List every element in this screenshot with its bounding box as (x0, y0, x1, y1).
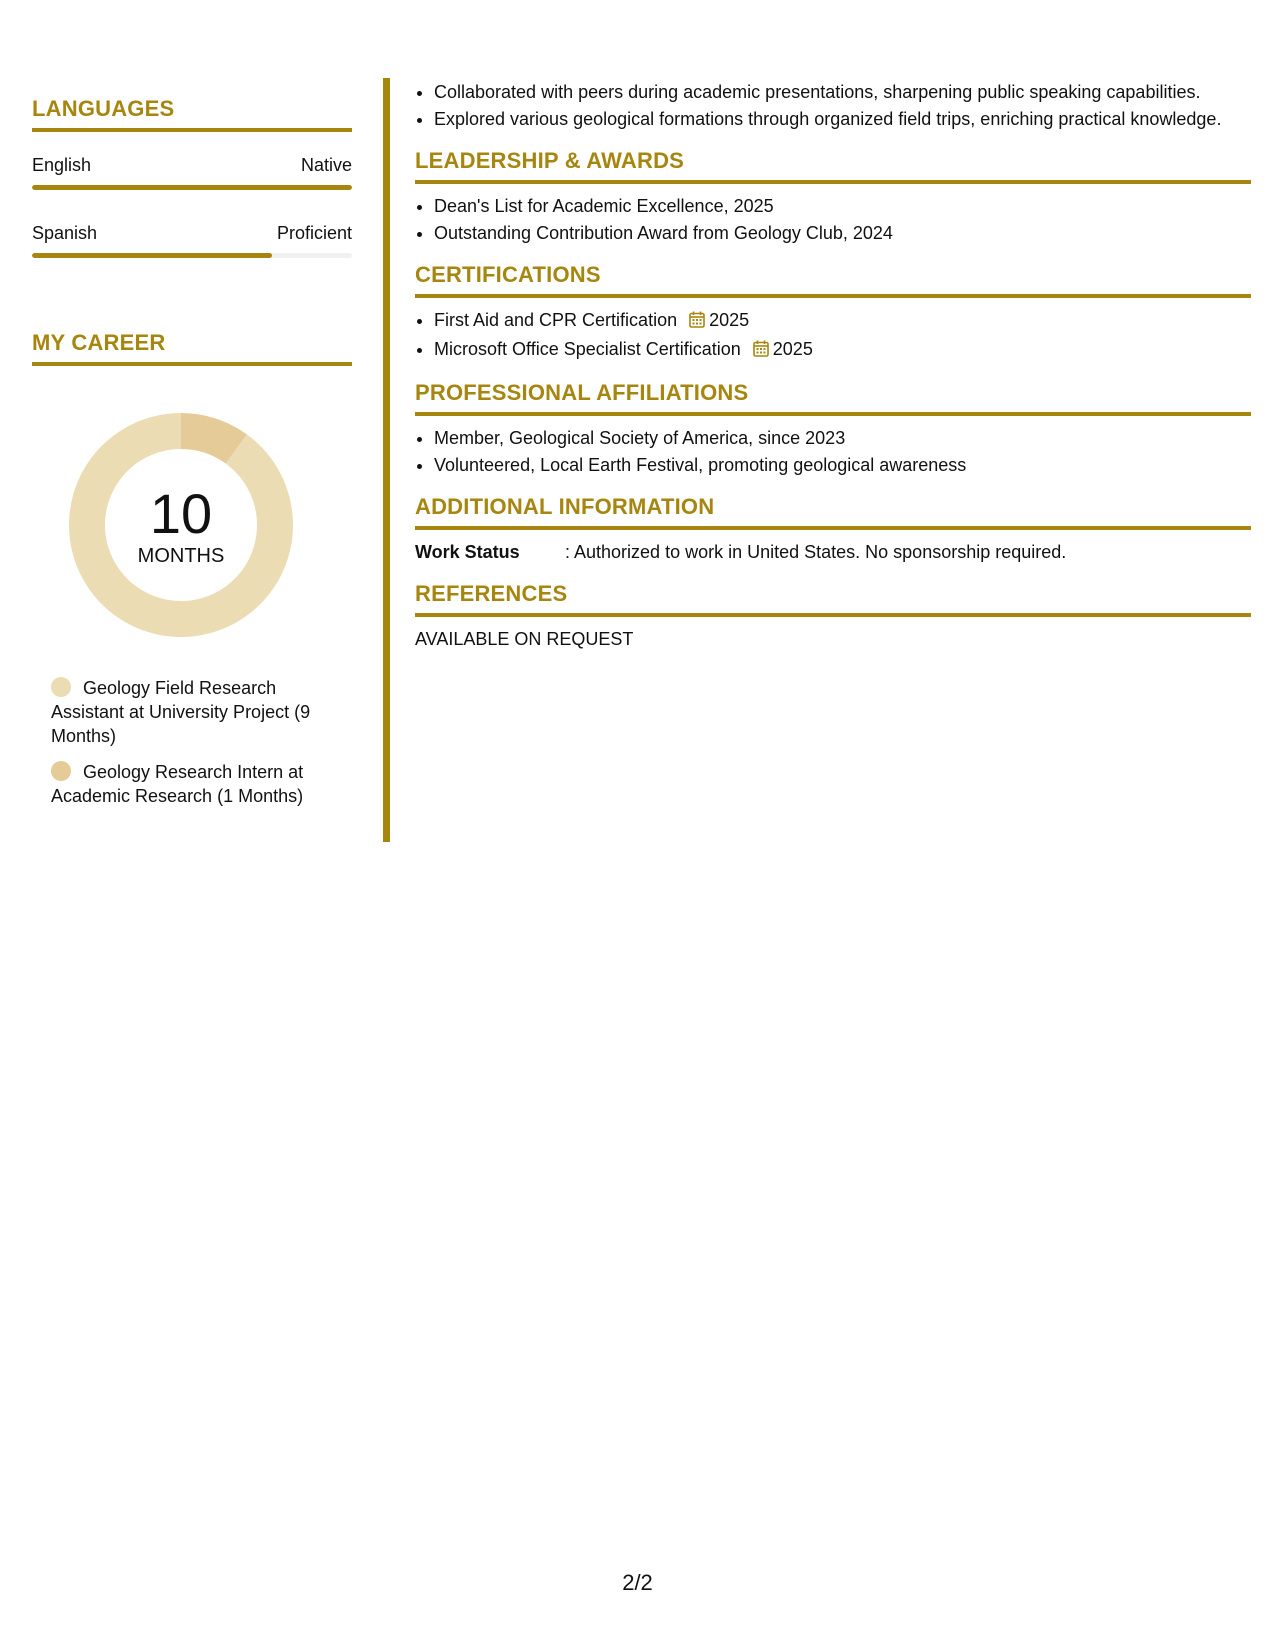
main-content (415, 78, 1251, 651)
certification-year: 2025 (772, 339, 813, 359)
certifications-heading: CERTIFICATIONS (415, 262, 1251, 298)
leadership-heading: LEADERSHIP & AWARDS (415, 148, 1251, 184)
donut-center (66, 410, 296, 640)
language-name: Spanish (32, 223, 98, 243)
language-item (32, 222, 352, 258)
work-status-label: Work Status (415, 542, 520, 562)
calendar-icon (689, 310, 705, 334)
sidebar (32, 80, 352, 820)
legend-label: Geology Research Intern at Academic Research (1 Months) (51, 762, 304, 806)
list-item: • Explored various geological formations through organized field trips, enriching practical knowledge. (434, 107, 1251, 131)
language-bar-track (32, 185, 352, 190)
certification-name: First Aid and CPR Certification (434, 310, 678, 330)
certification-year: 2025 (709, 310, 750, 330)
language-bar-fill (32, 253, 272, 258)
languages-heading: LANGUAGES (32, 96, 352, 132)
leadership-list (415, 194, 1251, 245)
list-item: • Outstanding Contribution Award from Geology Club, 2024 (434, 221, 1251, 245)
experience-bullets (415, 80, 1251, 131)
additional-info-heading: ADDITIONAL INFORMATION (415, 494, 1251, 530)
list-item: • Dean's List for Academic Excellence, 2025 (434, 194, 1251, 218)
list-item: • Member, Geological Society of America, since 2023 (434, 426, 1251, 450)
career-legend (51, 676, 341, 808)
language-bar-fill (32, 185, 352, 190)
references-heading: REFERENCES (415, 581, 1251, 617)
legend-item (51, 676, 341, 748)
language-item (32, 154, 352, 190)
affiliations-list (415, 426, 1251, 477)
career-total-unit: MONTHS (137, 545, 225, 567)
column-divider (383, 78, 390, 842)
work-status-value: : Authorized to work in United States. No sponsorship required. (565, 542, 1067, 562)
page-number: 2/2 (622, 1570, 653, 1595)
list-item (434, 337, 1251, 363)
legend-dot (51, 761, 71, 781)
career-total-value: 10 (149, 482, 213, 545)
languages-section (32, 96, 352, 258)
career-section (32, 330, 352, 808)
language-level: Native (300, 155, 352, 175)
list-item: • Volunteered, Local Earth Festival, promoting geological awareness (434, 453, 1251, 477)
language-bar-track (32, 253, 352, 258)
list-item (434, 308, 1251, 334)
career-donut-chart (66, 410, 296, 640)
certifications-list (415, 308, 1251, 363)
calendar-icon (753, 339, 769, 363)
language-name: English (32, 155, 92, 175)
certification-name: Microsoft Office Specialist Certification (434, 339, 741, 359)
legend-label: Geology Field Research Assistant at University Project (9 Months) (51, 678, 311, 746)
affiliations-heading: PROFESSIONAL AFFILIATIONS (415, 380, 1251, 416)
language-level: Proficient (276, 223, 352, 243)
references-text: AVAILABLE ON REQUEST (415, 629, 634, 649)
list-item: • Collaborated with peers during academic presentations, sharpening public speaking capabilities. (434, 80, 1251, 104)
work-status-row (415, 540, 1251, 564)
legend-item (51, 760, 341, 808)
legend-dot (51, 677, 71, 697)
career-heading: MY CAREER (32, 330, 352, 366)
